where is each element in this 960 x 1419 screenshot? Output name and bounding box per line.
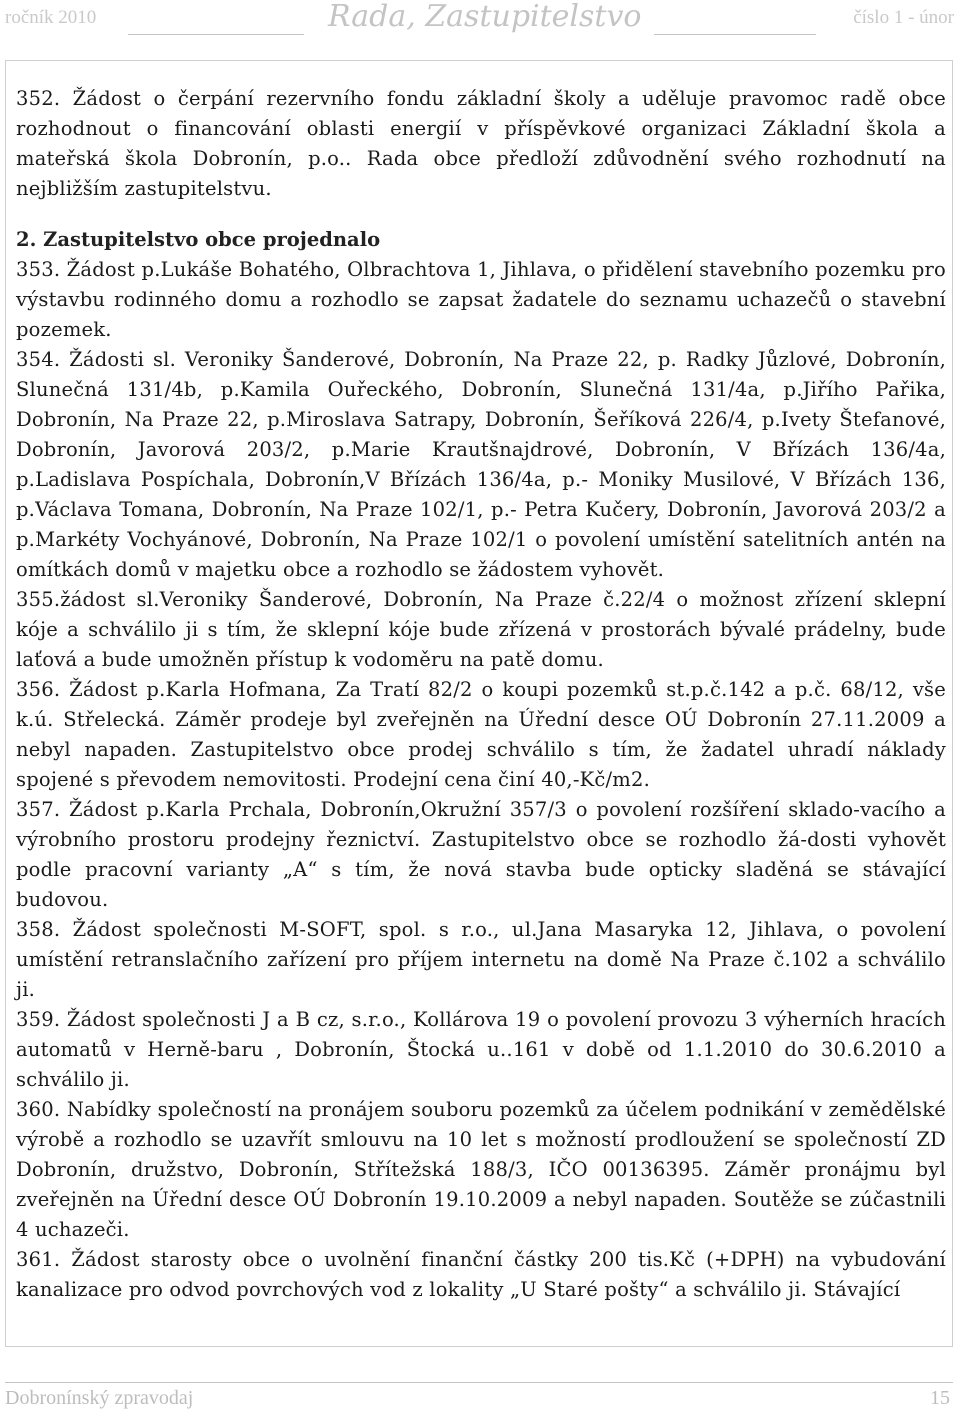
resolution-354: 354. Žádosti sl. Veroniky Šanderové, Dobronín, Na Praze 22, p. Radky Jůzlové, Dobronín, Slunečná 131/4b, p.Kamila Ouřeckého, Dobronín, Slunečná 131/4a, p.Jiřího Pařika, Dobronín, Na Praze 22, p.Miroslava Satrapy, Dobronín, Šeříková 226/4, p.Ivety Štefanové, Dobronín, Javorová 203/2, p.Marie Krautšnajdrové, Dobronín, V Břízách 136/4a, p.Ladislava Pospíchala, Dobronín,V Břízách 136/4a, p.- Moniky Musilové, V Břízách 136, p.Václava Tomana, Dobronín, Na Praze 102/1, p.- Petra Kučery, Dobronín, Javorová 203/2 a p.Markéty Vochyánové, Dobronín, Na Praze 102/1 o povolení umístění satelitních antén na omítkách domů v majetku obce a rozhodlo se žádostem vyhovět.	[16, 348, 946, 581]
article-body	[16, 84, 946, 1305]
resolution-356: 356. Žádost p.Karla Hofmana, Za Tratí 82/2 o koupi pozemků st.p.č.142 a p.č. 68/12, vše k.ú. Střelecká. Záměr prodeje byl zveřejněn na Úřední desce OÚ Dobronín 27.11.2009 a nebyl napaden. Zastupitelstvo obce prodej schválilo s tím, že žadatel uhradí náklady spojené s převodem nemovitosti. Prodejní cena činí 40,-Kč/m2.	[16, 678, 946, 791]
footer-rule	[5, 1382, 953, 1383]
resolution-352: 352. Žádost o čerpání rezervního fondu základní školy a uděluje pravomoc radě obce rozhodnout o financování oblasti energií v příspěvkové organizaci Základní škola a mateřská škola Dobronín, p.o.. Rada obce předloží zdůvodnění svého rozhodnutí na nejbližším zastupitelstvu.	[16, 87, 946, 200]
resolution-353: 353. Žádost p.Lukáše Bohatého, Olbrachtova 1, Jihlava, o přidělení stavebního pozemku pro výstavbu rodinného domu a rozhodlo se zapsat žadatele do seznamu uchazečů o stavební pozemek.	[16, 258, 946, 341]
publication-name: Dobronínský zpravodaj	[5, 1387, 194, 1409]
page-number: 15	[930, 1387, 950, 1409]
resolution-355: 355.žádost sl.Veroniky Šanderové, Dobronín, Na Praze č.22/4 o možnost zřízení sklepní kóje a schválilo ji s tím, že sklepní kóje bude zřízená v prostorách bývalé prádelny, bude laťová a bude umožněn přístup k vodoměru na patě domu.	[16, 588, 946, 671]
header-rule-left	[128, 34, 304, 35]
section-heading: 2. Zastupitelstvo obce projednalo	[16, 228, 381, 251]
section-title: Rada, Zastupitelstvo	[328, 0, 642, 34]
page-header	[0, 0, 960, 40]
header-rule-right	[654, 34, 816, 35]
issue-label: číslo 1 - únor	[853, 7, 954, 28]
resolution-359: 359. Žádost společnosti J a B cz, s.r.o., Kollárova 19 o povolení provozu 3 výherních hracích automatů v Herně-baru , Dobronín, Štocká u..161 v době od 1.1.2010 do 30.6.2010 a schválilo ji.	[16, 1008, 946, 1091]
resolution-357: 357. Žádost p.Karla Prchala, Dobronín,Okružní 357/3 o povolení rozšíření sklado-vacího a výrobního prostoru prodejny řeznictví. Zastupitelstvo obce se rozhodlo žá-dosti vyhovět podle pracovní varianty „A“ s tím, že nová stavba bude opticky sladěná se stávající budovou.	[16, 798, 946, 911]
volume-label: ročník 2010	[5, 7, 97, 28]
resolution-360: 360. Nabídky společností na pronájem souboru pozemků za účelem podnikání v zemědělské výrobě a rozhodlo se uzavřít smlouvu na 10 let s možností prodloužení se společností ZD Dobronín, družstvo, Dobronín, Střítežská 188/3, IČO 00136395. Záměr pronájmu byl zveřejněn na Úřední desce OÚ Dobronín 19.10.2009 a nebyl napaden. Soutěže se zúčastnili 4 uchazeči.	[16, 1098, 946, 1241]
resolution-358: 358. Žádost společnosti M-SOFT, spol. s r.o., ul.Jana Masaryka 12, Jihlava, o povolení umístění retranslačního zařízení pro příjem internetu na domě Na Praze č.102 a schválilo ji.	[16, 918, 946, 1001]
resolution-361: 361. Žádost starosty obce o uvolnění finanční částky 200 tis.Kč (+DPH) na vybudování kanalizace pro odvod povrchových vod z lokality „U Staré pošty“ a schválilo ji. Stávající	[16, 1248, 946, 1301]
